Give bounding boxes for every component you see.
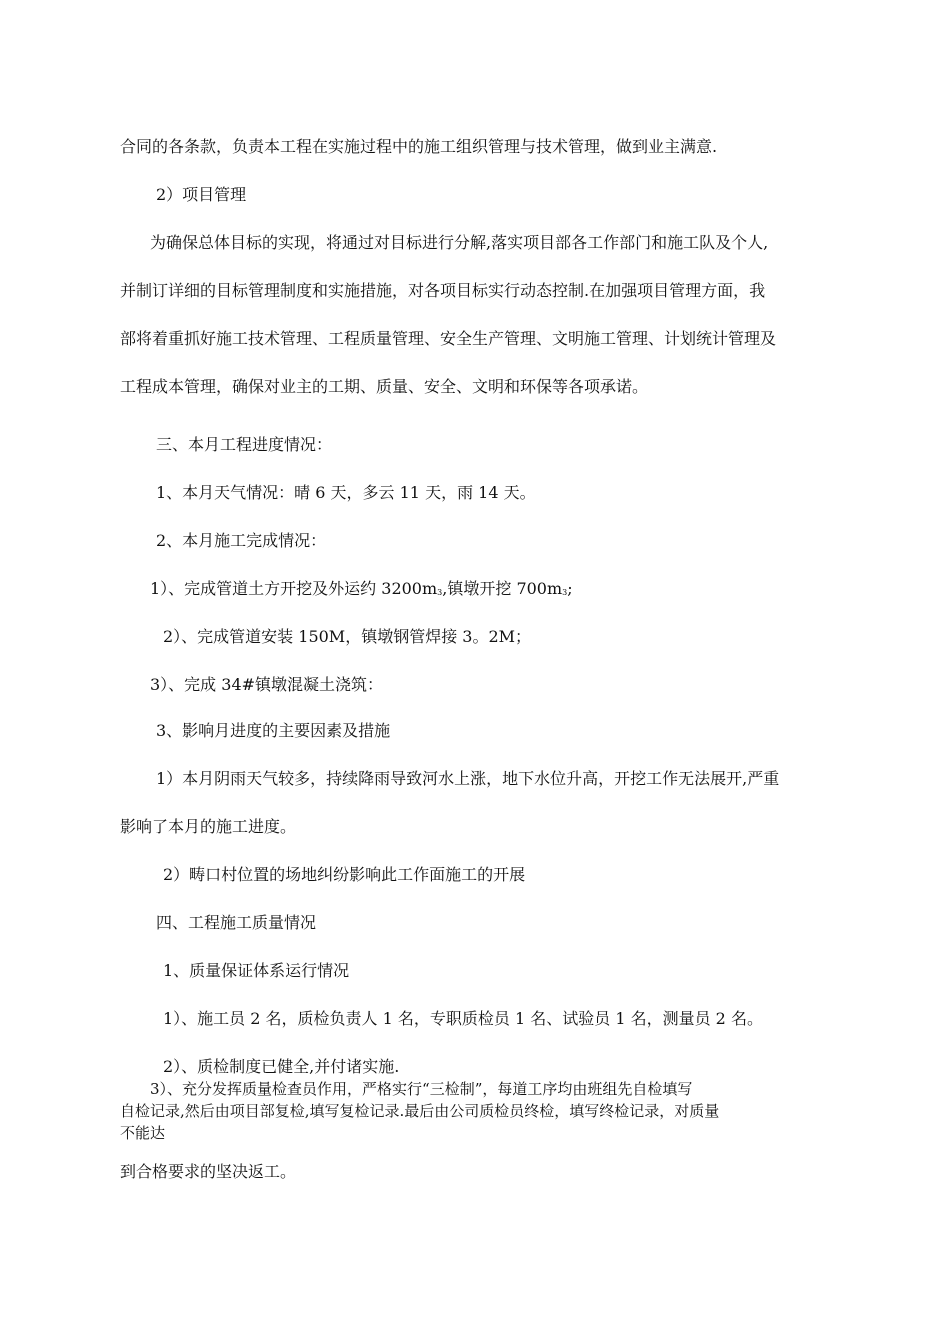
paragraph-line: 自检记录,然后由项目部复检,填写复检记录.最后由公司质检员终检，填写终检记录，对质量 <box>120 1102 720 1120</box>
paragraph-line: 并制订详细的目标管理制度和实施措施，对各项目标实行动态控制.在加强项目管理方面，我 <box>120 281 766 300</box>
sub-item-staff: 1）、施工员 2 名，质检负责人 1 名，专职质检员 1 名、试验员 1 名，测量员 2 名。 <box>163 1009 763 1028</box>
unit-superscript: 3 <box>562 588 568 597</box>
excavation-text-3: ; <box>567 579 573 598</box>
item-factors: 3、影响月进度的主要因素及措施 <box>156 721 391 740</box>
section-heading-progress: 三、本月工程进度情况： <box>156 435 333 454</box>
paragraph-line: 不能达 <box>120 1124 166 1142</box>
paragraph-line: 3）、充分发挥质量检查员作用，严格实行“三检制”，每道工序均由班组先自检填写 <box>150 1080 693 1098</box>
paragraph-line: 工程成本管理，确保对业主的工期、质量、安全、文明和环保等各项承诺。 <box>120 377 649 396</box>
excavation-text: 1）、完成管道土方开挖及外运约 3200m <box>150 579 438 598</box>
item-completion: 2、本月施工完成情况： <box>156 531 327 550</box>
item-weather: 1、本月天气情况：晴 6 天，多云 11 天，雨 14 天。 <box>156 483 536 502</box>
paragraph-line: 为确保总体目标的实现，将通过对目标进行分解,落实项目部各工作部门和施工队及个人, <box>150 233 769 252</box>
paragraph-line: 部将着重抓好施工技术管理、工程质量管理、安全生产管理、文明施工管理、计划统计管理及 <box>120 329 777 348</box>
sub-item-concrete: 3）、完成 34#镇墩混凝土浇筑： <box>150 675 384 694</box>
section-heading-quality: 四、工程施工质量情况 <box>156 913 317 932</box>
sub-item-excavation <box>150 578 573 604</box>
sub-item-quality-rules: 2）、质检制度已健全,并付诸实施. <box>163 1057 400 1076</box>
heading-project-management: 2）项目管理 <box>156 185 247 204</box>
sub-item-site-dispute: 2）畴口村位置的场地纠纷影响此工作面施工的开展 <box>163 865 526 884</box>
paragraph-line: 影响了本月的施工进度。 <box>120 817 297 836</box>
paragraph-contract-clause: 合同的各条款，负责本工程在实施过程中的施工组织管理与技术管理，做到业主满意. <box>120 137 718 156</box>
paragraph-line: 1）本月阴雨天气较多，持续降雨导致河水上涨，地下水位升高，开挖工作无法展开,严重 <box>156 769 780 788</box>
excavation-text-2: ,镇墩开挖 700m <box>442 579 563 598</box>
sub-item-pipe-install: 2）、完成管道安装 150M，镇墩钢管焊接 3。2M； <box>163 627 532 646</box>
item-quality-system: 1、质量保证体系运行情况 <box>163 961 350 980</box>
unit-superscript: 3 <box>437 588 443 597</box>
paragraph-line: 到合格要求的坚决返工。 <box>120 1162 297 1181</box>
